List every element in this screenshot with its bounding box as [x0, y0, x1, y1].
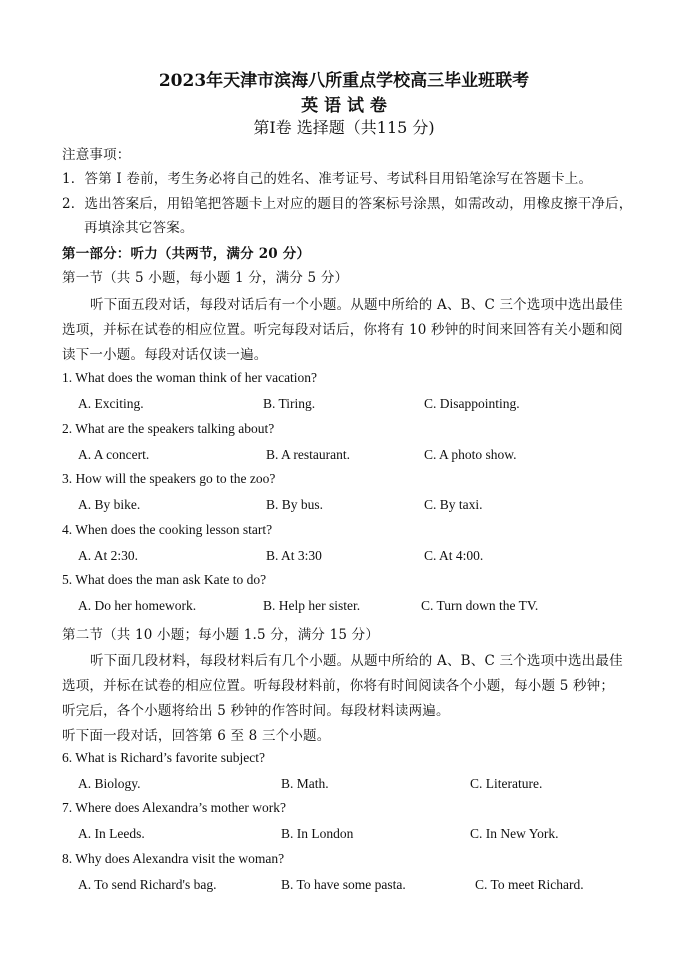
exam-title: 2023年天津市滨海八所重点学校高三毕业班联考: [158, 71, 530, 91]
section2-heading: 第二节（共 10 小题；每小题 1.5 分，满分 15 分）: [62, 627, 380, 643]
q1-option-a: A. Exciting.: [78, 396, 144, 411]
q7-option-c: C. In New York.: [470, 826, 559, 841]
q1-option-c: C. Disappointing.: [424, 396, 520, 411]
section2-instruction-end: 听完后，各个小题将给出 5 秒钟的作答时间。每段材料读两遍。: [62, 703, 450, 719]
notes-item-2-cont: 再填涂其它答案。: [84, 220, 194, 236]
question-7: 7. Where does Alexandra’s mother work?: [62, 800, 286, 815]
q8-option-c: C. To meet Richard.: [475, 877, 584, 892]
section1-instruction: 听下面五段对话，每段对话后有一个小题。从题中所给的 A、B、C 三个选项中选出最佳: [90, 297, 623, 313]
exam-subject: 英 语 试 卷: [301, 96, 387, 116]
notes-item-2: 2．选出答案后，用铅笔把答题卡上对应的题目的答案标号涂黑，如需改动，用橡皮擦干净后，: [62, 196, 633, 212]
q8-option-b: B. To have some pasta.: [281, 877, 406, 892]
section2-instruction: 听下面几段材料，每段材料后有几个小题。从题中所给的 A、B、C 三个选项中选出最佳: [90, 653, 623, 669]
notes-heading: 注意事项：: [62, 147, 131, 163]
q7-option-b: B. In London: [281, 826, 354, 841]
question-5: 5. What does the man ask Kate to do?: [62, 572, 267, 587]
section1-instruction-end: 读下一小题。每段对话仅读一遍。: [62, 347, 268, 363]
question-1: 1. What does the woman think of her vacation?: [62, 370, 318, 385]
question-2: 2. What are the speakers talking about?: [62, 421, 275, 436]
q2-option-b: B. A restaurant.: [266, 447, 350, 462]
q8-option-a: A. To send Richard's bag.: [78, 877, 217, 892]
q5-option-b: B. Help her sister.: [263, 598, 361, 613]
q5-option-a: A. Do her homework.: [78, 598, 197, 613]
q4-option-c: C. At 4:00.: [424, 548, 484, 563]
q6-option-a: A. Biology.: [78, 776, 141, 791]
question-6: 6. What is Richard’s favorite subject?: [62, 750, 265, 765]
question-3: 3. How will the speakers go to the zoo?: [62, 471, 276, 486]
q7-option-a: A. In Leeds.: [78, 826, 145, 841]
section1-instruction-cont: 选项，并标在试卷的相应位置。听完每段对话后，你将有 10 秒钟的时间来回答有关小题和阅: [62, 322, 623, 338]
q3-option-a: A. By bike.: [78, 497, 141, 512]
notes-item-1: 1．答第 I 卷前，考生务必将自己的姓名、准考证号、考试科目用铅笔涂写在答题卡上。: [62, 171, 593, 187]
q3-option-c: C. By taxi.: [424, 497, 483, 512]
q2-option-a: A. A concert.: [78, 447, 150, 462]
q1-option-b: B. Tiring.: [263, 396, 316, 411]
q2-option-c: C. A photo show.: [424, 447, 517, 462]
q4-option-a: A. At 2:30.: [78, 548, 139, 563]
volume-heading: 第Ⅰ卷 选择题（共115 分): [253, 118, 435, 137]
part1-heading: 第一部分：听力（共两节，满分 20 分）: [62, 246, 311, 262]
q3-option-b: B. By bus.: [266, 497, 324, 512]
q5-option-c: C. Turn down the TV.: [421, 598, 539, 613]
dialogue-instruction: 听下面一段对话，回答第 6 至 8 三个小题。: [62, 728, 331, 744]
q6-option-b: B. Math.: [281, 776, 329, 791]
q4-option-b: B. At 3:30: [266, 548, 322, 563]
section2-instruction-cont: 选项，并标在试卷的相应位置。听每段材料前，你将有时间阅读各个小题，每小题 5 秒钟；: [62, 678, 615, 694]
q6-option-c: C. Literature.: [470, 776, 543, 791]
question-8: 8. Why does Alexandra visit the woman?: [62, 851, 285, 866]
question-4: 4. When does the cooking lesson start?: [62, 522, 273, 537]
section1-heading: 第一节（共 5 小题，每小题 1 分，满分 5 分）: [62, 270, 349, 286]
